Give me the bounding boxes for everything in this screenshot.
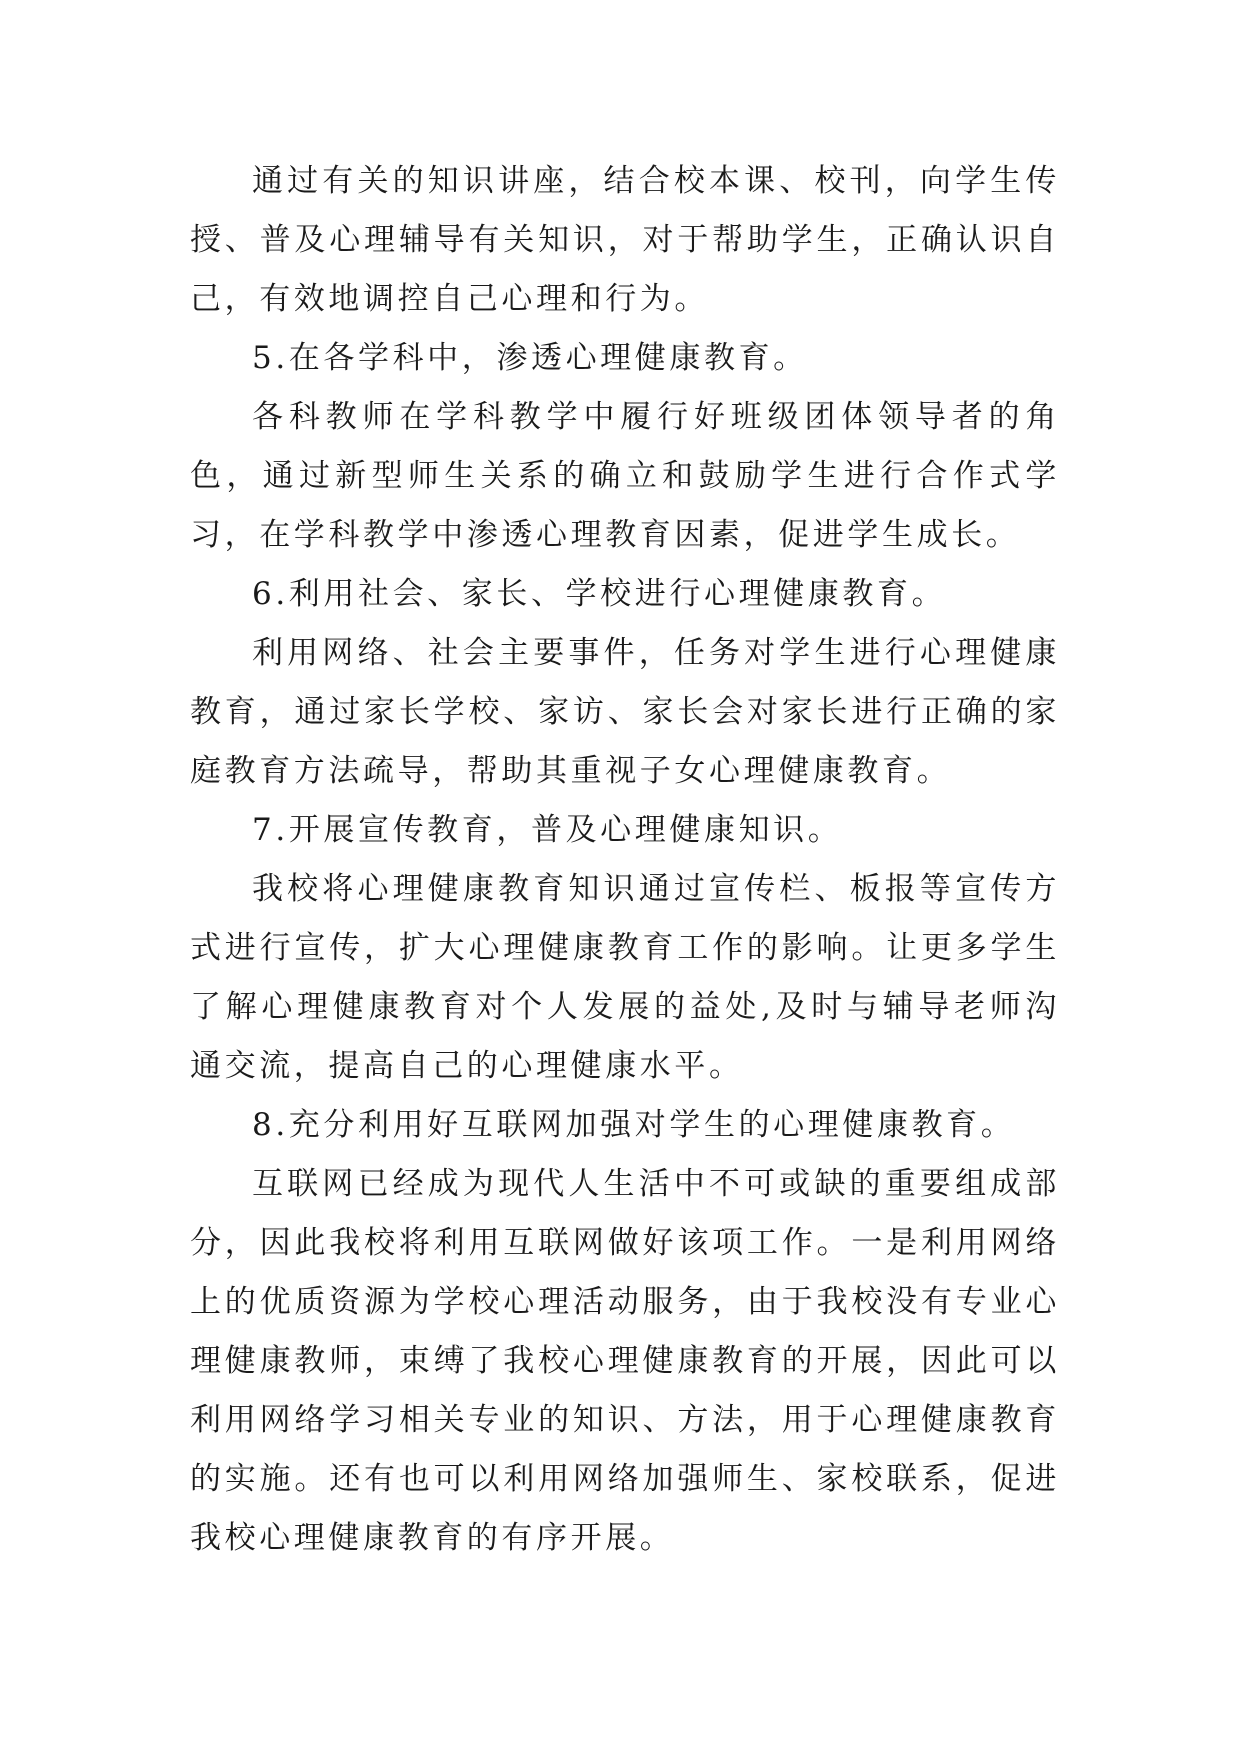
- heading-item-5: 5.在各学科中，渗透心理健康教育。: [252, 340, 808, 376]
- heading-item-8: 8.充分利用好互联网加强对学生的心理健康教育。: [252, 1107, 1016, 1143]
- document-body: [190, 152, 1060, 1568]
- paragraph-subject-teaching: 各科教师在学科教学中履行好班级团体领导者的角色，通过新型师生关系的确立和鼓励学生进行合作式学习，在学科教学中渗透心理教育因素，促进学生成长。: [190, 399, 1060, 553]
- paragraph-society-family: 利用网络、社会主要事件，任务对学生进行心理健康教育，通过家长学校、家访、家长会对家长进行正确的家庭教育方法疏导，帮助其重视子女心理健康教育。: [190, 635, 1060, 789]
- paragraph-lecture-dissemination: 通过有关的知识讲座，结合校本课、校刊，向学生传授、普及心理辅导有关知识，对于帮助学生，正确认识自己，有效地调控自己心理和行为。: [190, 163, 1060, 317]
- paragraph-internet: 互联网已经成为现代人生活中不可或缺的重要组成部分，因此我校将利用互联网做好该项工作。一是利用网络上的优质资源为学校心理活动服务，由于我校没有专业心理健康教师，束缚了我校心理健康教育的开展，因此可以利用网络学习相关专业的知识、方法，用于心理健康教育的实施。还有也可以利用网络加强师生、家校联系，促进我校心理健康教育的有序开展。: [190, 1166, 1060, 1556]
- paragraph-publicity: 我校将心理健康教育知识通过宣传栏、板报等宣传方式进行宣传，扩大心理健康教育工作的影响。让更多学生了解心理健康教育对个人发展的益处,及时与辅导老师沟通交流，提高自己的心理健康水平。: [190, 871, 1060, 1084]
- heading-item-7: 7.开展宣传教育，普及心理健康知识。: [252, 812, 843, 848]
- heading-item-6: 6.利用社会、家长、学校进行心理健康教育。: [252, 576, 947, 612]
